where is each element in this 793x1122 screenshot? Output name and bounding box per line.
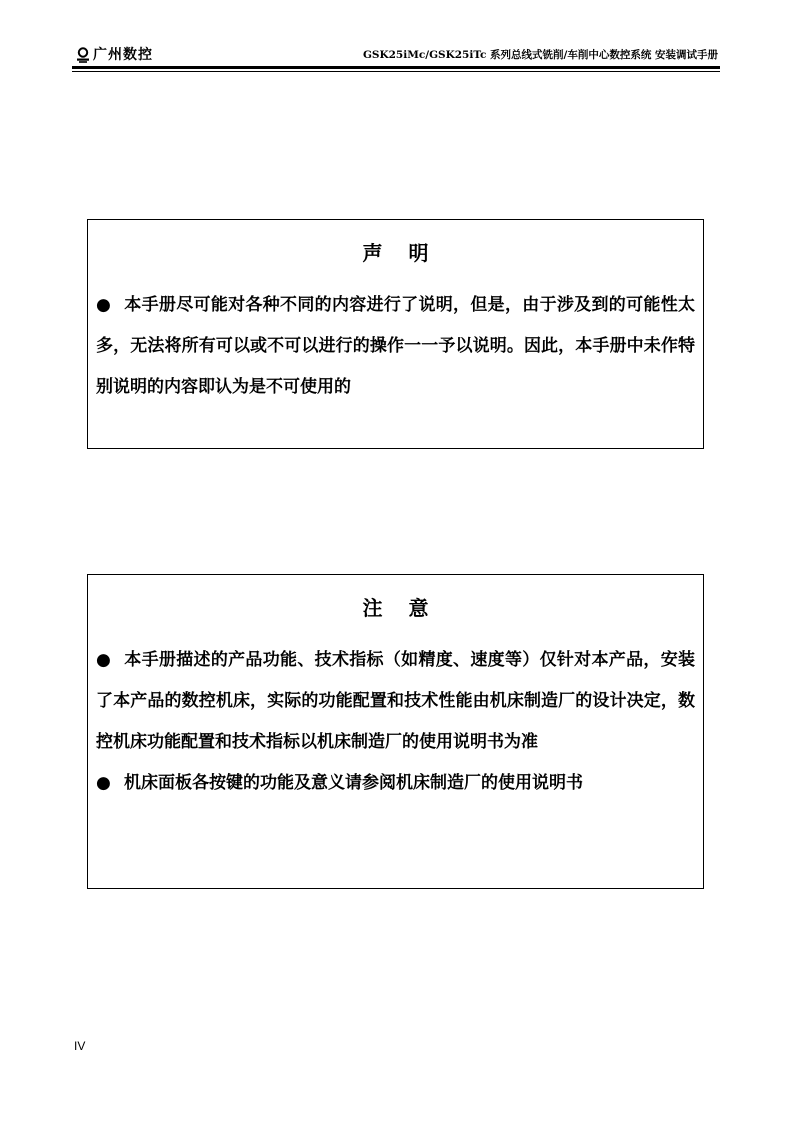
page-number: IV — [74, 1039, 86, 1053]
page-header — [76, 44, 718, 68]
company-logo — [76, 46, 153, 64]
logo-text: 广州数控 — [93, 47, 153, 63]
header-divider-thin — [72, 71, 720, 72]
declaration-text: 本手册尽可能对各种不同的内容进行了说明，但是，由于涉及到的可能性太多，无法将所有可以或不可以进行的操作一一予以说明。因此，本手册中未作特别说明的内容即认为是不可使用的 — [96, 295, 695, 397]
notice-item — [96, 763, 695, 804]
bullet-icon: ● — [96, 295, 111, 315]
declaration-body — [96, 285, 695, 408]
declaration-paragraph — [96, 285, 695, 408]
gsk-logo-icon — [76, 47, 90, 63]
declaration-title: 声明 — [362, 241, 455, 265]
bullet-icon: ● — [96, 650, 111, 670]
bullet-icon: ● — [96, 773, 111, 793]
document-title: GSK25iMc/GSK25iTc 系列总线式铣削/车削中心数控系统 安装调试手册 — [362, 49, 718, 61]
notice-body — [96, 640, 695, 804]
notice-item — [96, 640, 695, 763]
declaration-box — [87, 219, 704, 449]
notice-item-text: 机床面板各按键的功能及意义请参阅机床制造厂的使用说明书 — [124, 773, 583, 793]
notice-title: 注意 — [362, 596, 455, 620]
header-divider-thick — [72, 66, 720, 69]
notice-box — [87, 574, 704, 889]
notice-item-text: 本手册描述的产品功能、技术指标（如精度、速度等）仅针对本产品，安装了本产品的数控机床，实际的功能配置和技术性能由机床制造厂的设计决定，数控机床功能配置和技术指标以机床制造厂的使用说明书为准 — [96, 650, 695, 752]
